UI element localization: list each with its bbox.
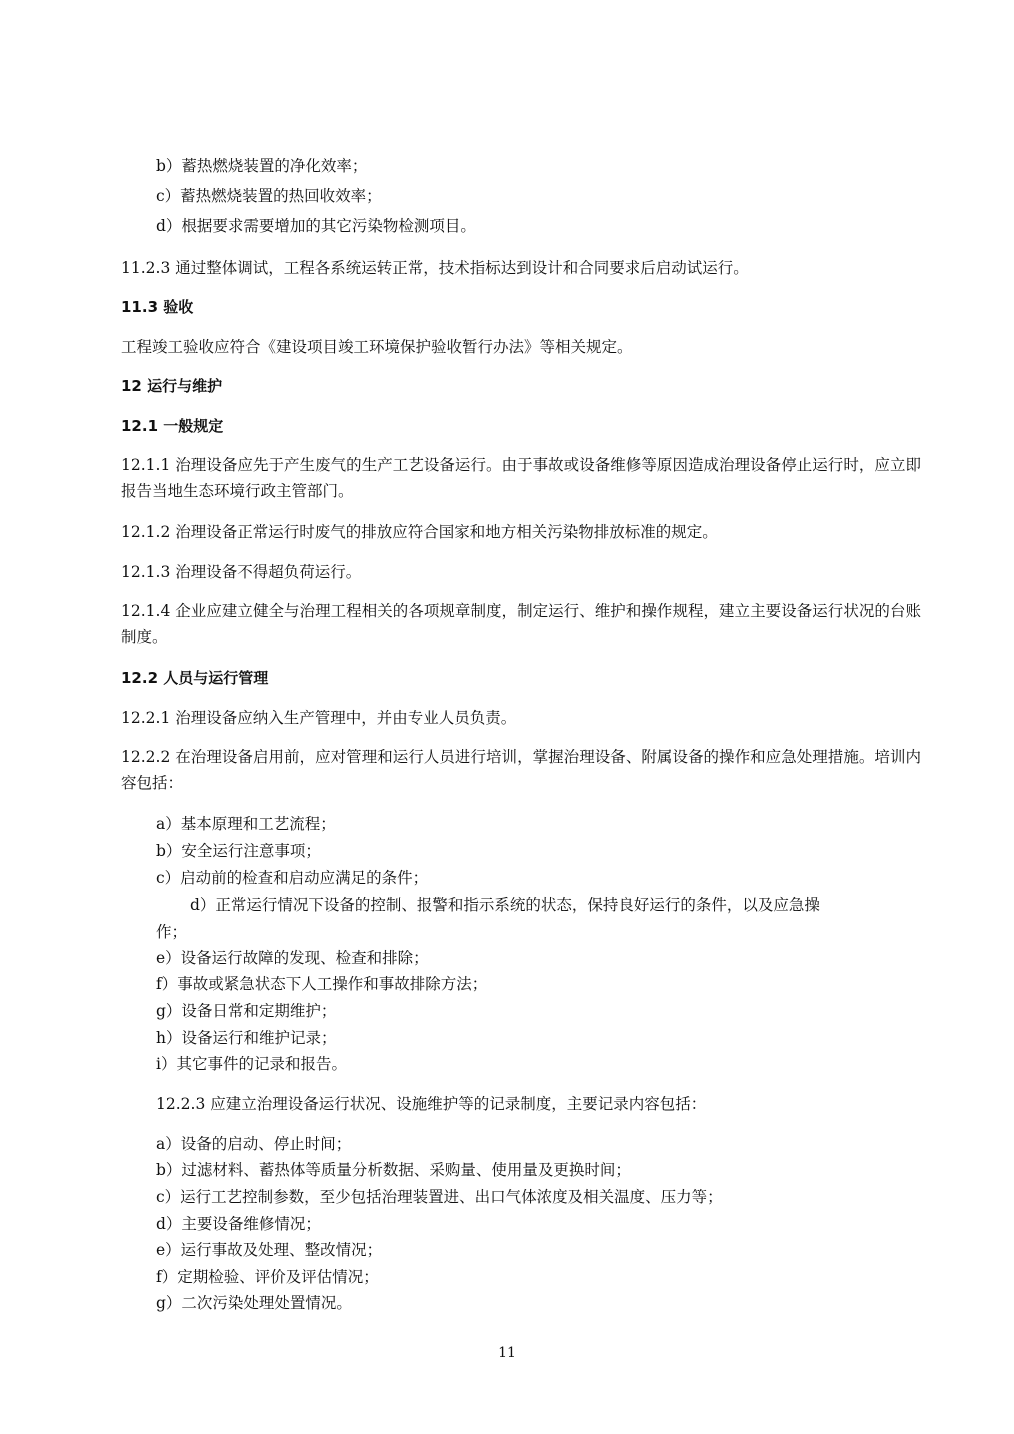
list-item: d）正常运行情况下设备的控制、报警和指示系统的状态，保持良好运行的条件，以及应急操 xyxy=(190,896,820,914)
paragraph-12-2-1: 12.2.1 治理设备应纳入生产管理中，并由专业人员负责。 xyxy=(121,709,517,727)
list-item: g）二次污染处理处置情况。 xyxy=(156,1294,352,1312)
list-item: a）设备的启动、停止时间； xyxy=(156,1135,352,1153)
list-item: c）运行工艺控制参数，至少包括治理装置进、出口气体浓度及相关温度、压力等； xyxy=(156,1188,723,1206)
paragraph-12-1-3: 12.1.3 治理设备不得超负荷运行。 xyxy=(121,563,362,581)
paragraph-11-3: 工程竣工验收应符合《建设项目竣工环境保护验收暂行办法》等相关规定。 xyxy=(121,338,633,356)
list-item: d）根据要求需要增加的其它污染物检测项目。 xyxy=(156,217,476,235)
paragraph-12-2-2: 12.2.2 在治理设备启用前，应对管理和运行人员进行培训，掌握治理设备、附属设备的操作和应急处理措施。培训内容包括： xyxy=(121,748,921,792)
list-item: a）基本原理和工艺流程； xyxy=(156,815,336,833)
heading-12-1: 12.1 一般规定 xyxy=(121,417,224,435)
list-item: b）蓄热燃烧装置的净化效率； xyxy=(156,157,368,175)
list-item: d）主要设备维修情况； xyxy=(156,1215,321,1233)
paragraph-12-1-4: 12.1.4 企业应建立健全与治理工程相关的各项规章制度，制定运行、维护和操作规程，建立主要设备运行状况的台账制度。 xyxy=(121,602,921,646)
list-item: e）运行事故及处理、整改情况； xyxy=(156,1241,383,1259)
page-number: 11 xyxy=(498,1345,516,1361)
list-item: e）设备运行故障的发现、检查和排除； xyxy=(156,949,429,967)
list-item-continuation: 作； xyxy=(156,923,188,941)
list-item: c）蓄热燃烧装置的热回收效率； xyxy=(156,187,382,205)
heading-12-2: 12.2 人员与运行管理 xyxy=(121,669,269,687)
list-item: g）设备日常和定期维护； xyxy=(156,1002,337,1020)
list-item: b）过滤材料、蓄热体等质量分析数据、采购量、使用量及更换时间； xyxy=(156,1161,631,1179)
list-item: b）安全运行注意事项； xyxy=(156,842,321,860)
list-item: i）其它事件的记录和报告。 xyxy=(156,1055,347,1073)
list-item: h）设备运行和维护记录； xyxy=(156,1029,337,1047)
paragraph-11-2-3: 11.2.3 通过整体调试，工程各系统运转正常，技术指标达到设计和合同要求后启动试运行。 xyxy=(121,259,749,277)
paragraph-12-1-2: 12.1.2 治理设备正常运行时废气的排放应符合国家和地方相关污染物排放标准的规定。 xyxy=(121,523,718,541)
list-item: f）事故或紧急状态下人工操作和事故排除方法； xyxy=(156,975,488,993)
paragraph-12-2-3: 12.2.3 应建立治理设备运行状况、设施维护等的记录制度，主要记录内容包括： xyxy=(156,1095,707,1113)
heading-12: 12 运行与维护 xyxy=(121,377,223,395)
heading-11-3: 11.3 验收 xyxy=(121,298,194,316)
list-item: c）启动前的检查和启动应满足的条件； xyxy=(156,869,429,887)
list-item: f）定期检验、评价及评估情况； xyxy=(156,1268,379,1286)
paragraph-12-1-1: 12.1.1 治理设备应先于产生废气的生产工艺设备运行。由于事故或设备维修等原因造成治理设备停止运行时，应立即报告当地生态环境行政主管部门。 xyxy=(121,456,921,500)
